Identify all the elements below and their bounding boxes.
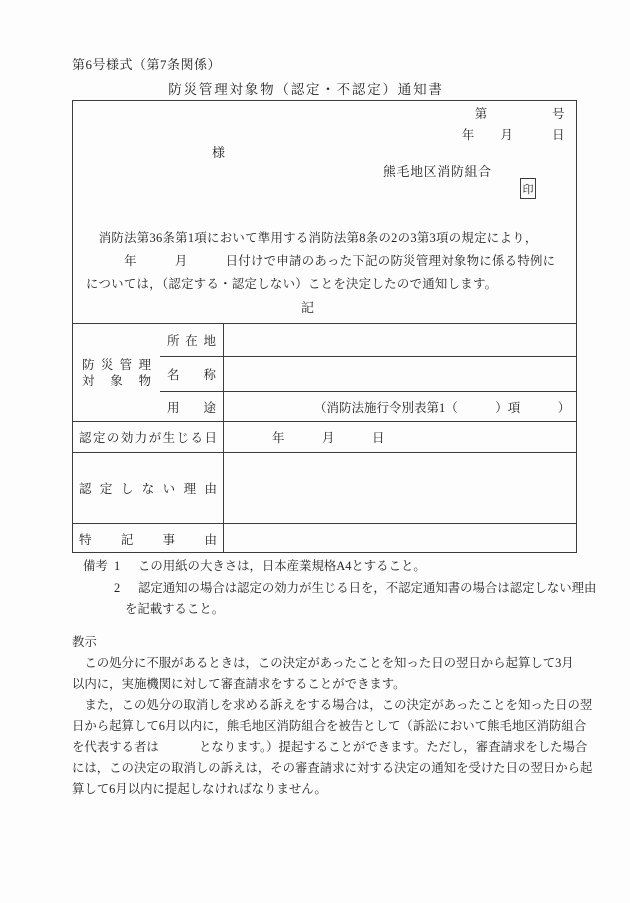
recipient-honorific: 様 (212, 145, 226, 160)
remarks-item-2-text: 認定通知の場合は認定の効力が生じる日を，不認定通知書の場合は認定しない理由 (138, 580, 597, 595)
intro-line: 年 月 日付けで申請のあった下記の防災管理対象物に係る特例に (86, 254, 556, 268)
location-label-cell: 所 在 地 (167, 334, 216, 348)
intro-paragraph (86, 227, 568, 296)
remarks-item-1-text: この用紙の大きさは，日本産業規格A4とすること。 (138, 559, 426, 573)
special-notes-label-cell: 特 記 事 由 (73, 523, 223, 553)
instruction-line: を代表する者は となります。）提起することができます。ただし，審査請求をした場合 (72, 740, 588, 754)
denial-reason-label-cell: 認 定 し な い 理 由 (73, 452, 223, 523)
notice-box (72, 100, 577, 553)
seal-label: 印 (522, 183, 534, 196)
instruction-line: 日から起算して6月以内に，熊毛地区消防組合を被告として（訴訟において熊毛地区消防組合 (72, 719, 587, 733)
name-value-cell (223, 356, 576, 391)
instruction-line: 算して6月以内に提起しなければなりません。 (72, 782, 327, 796)
instruction-line: 以内に，実施機関に対して審査請求をすることができます。 (72, 677, 406, 691)
details-table (73, 323, 576, 552)
name-label-cell: 名 称 (160, 356, 223, 391)
group-label-line2: 対 象 物 (82, 373, 151, 388)
remarks-item-1-number: 1 (114, 559, 121, 573)
document-number-line: 第 号 (474, 107, 565, 121)
remarks-heading: 備考 (83, 559, 108, 573)
effective-date-label-cell: 認定の効力が生じる日 (73, 421, 223, 452)
instruction-line: には，この決定の取消しの訴えは，その審査請求に対する決定の通知を受けた日の翌日から起 (72, 761, 593, 775)
remarks-item-1 (83, 556, 596, 578)
remarks-section (83, 556, 596, 621)
intro-line: 消防法第36条第1項において準用する消防法第8条の2の3第3項の規定により， (86, 231, 538, 245)
denial-reason-value-cell (223, 452, 576, 523)
remarks-item-2 (114, 578, 596, 600)
issuer-name: 熊毛地区消防組合 (383, 165, 492, 179)
ki-heading: 記 (300, 300, 314, 315)
effective-date-value-cell: 年 月 日 (223, 421, 576, 452)
instruction-line: この処分に不服があるときは，この決定があったことを知った日の翌日から起算して3月 (72, 656, 574, 670)
use-value-cell: （消防法施行令別表第1（ ）項 ） (223, 391, 576, 421)
appeal-instruction-section (72, 632, 593, 800)
issue-date-line: 年 月 日 (461, 128, 565, 142)
form-number-label: 第6号様式（第7条関係） (72, 57, 222, 72)
remarks-item-2-continuation: を記載すること。 (125, 602, 225, 616)
remarks-item-2-number: 2 (114, 580, 121, 595)
seal-box (520, 178, 536, 199)
group-label-line1: 防 災 管 理 (82, 357, 151, 372)
group-label-cell (73, 324, 160, 421)
use-label-cell: 用 途 (160, 391, 223, 421)
location-value-cell (223, 324, 576, 356)
intro-line: については，（認定する・認定しない）ことを決定したので通知します。 (86, 277, 498, 291)
special-notes-value-cell (223, 523, 576, 553)
instruction-heading: 教示 (72, 635, 97, 649)
document-title: 防災管理対象物（認定・不認定）通知書 (168, 82, 444, 97)
instruction-line: また，この処分の取消しを求める訴えをする場合は，この決定があったことを知った日の翌 (72, 698, 593, 712)
